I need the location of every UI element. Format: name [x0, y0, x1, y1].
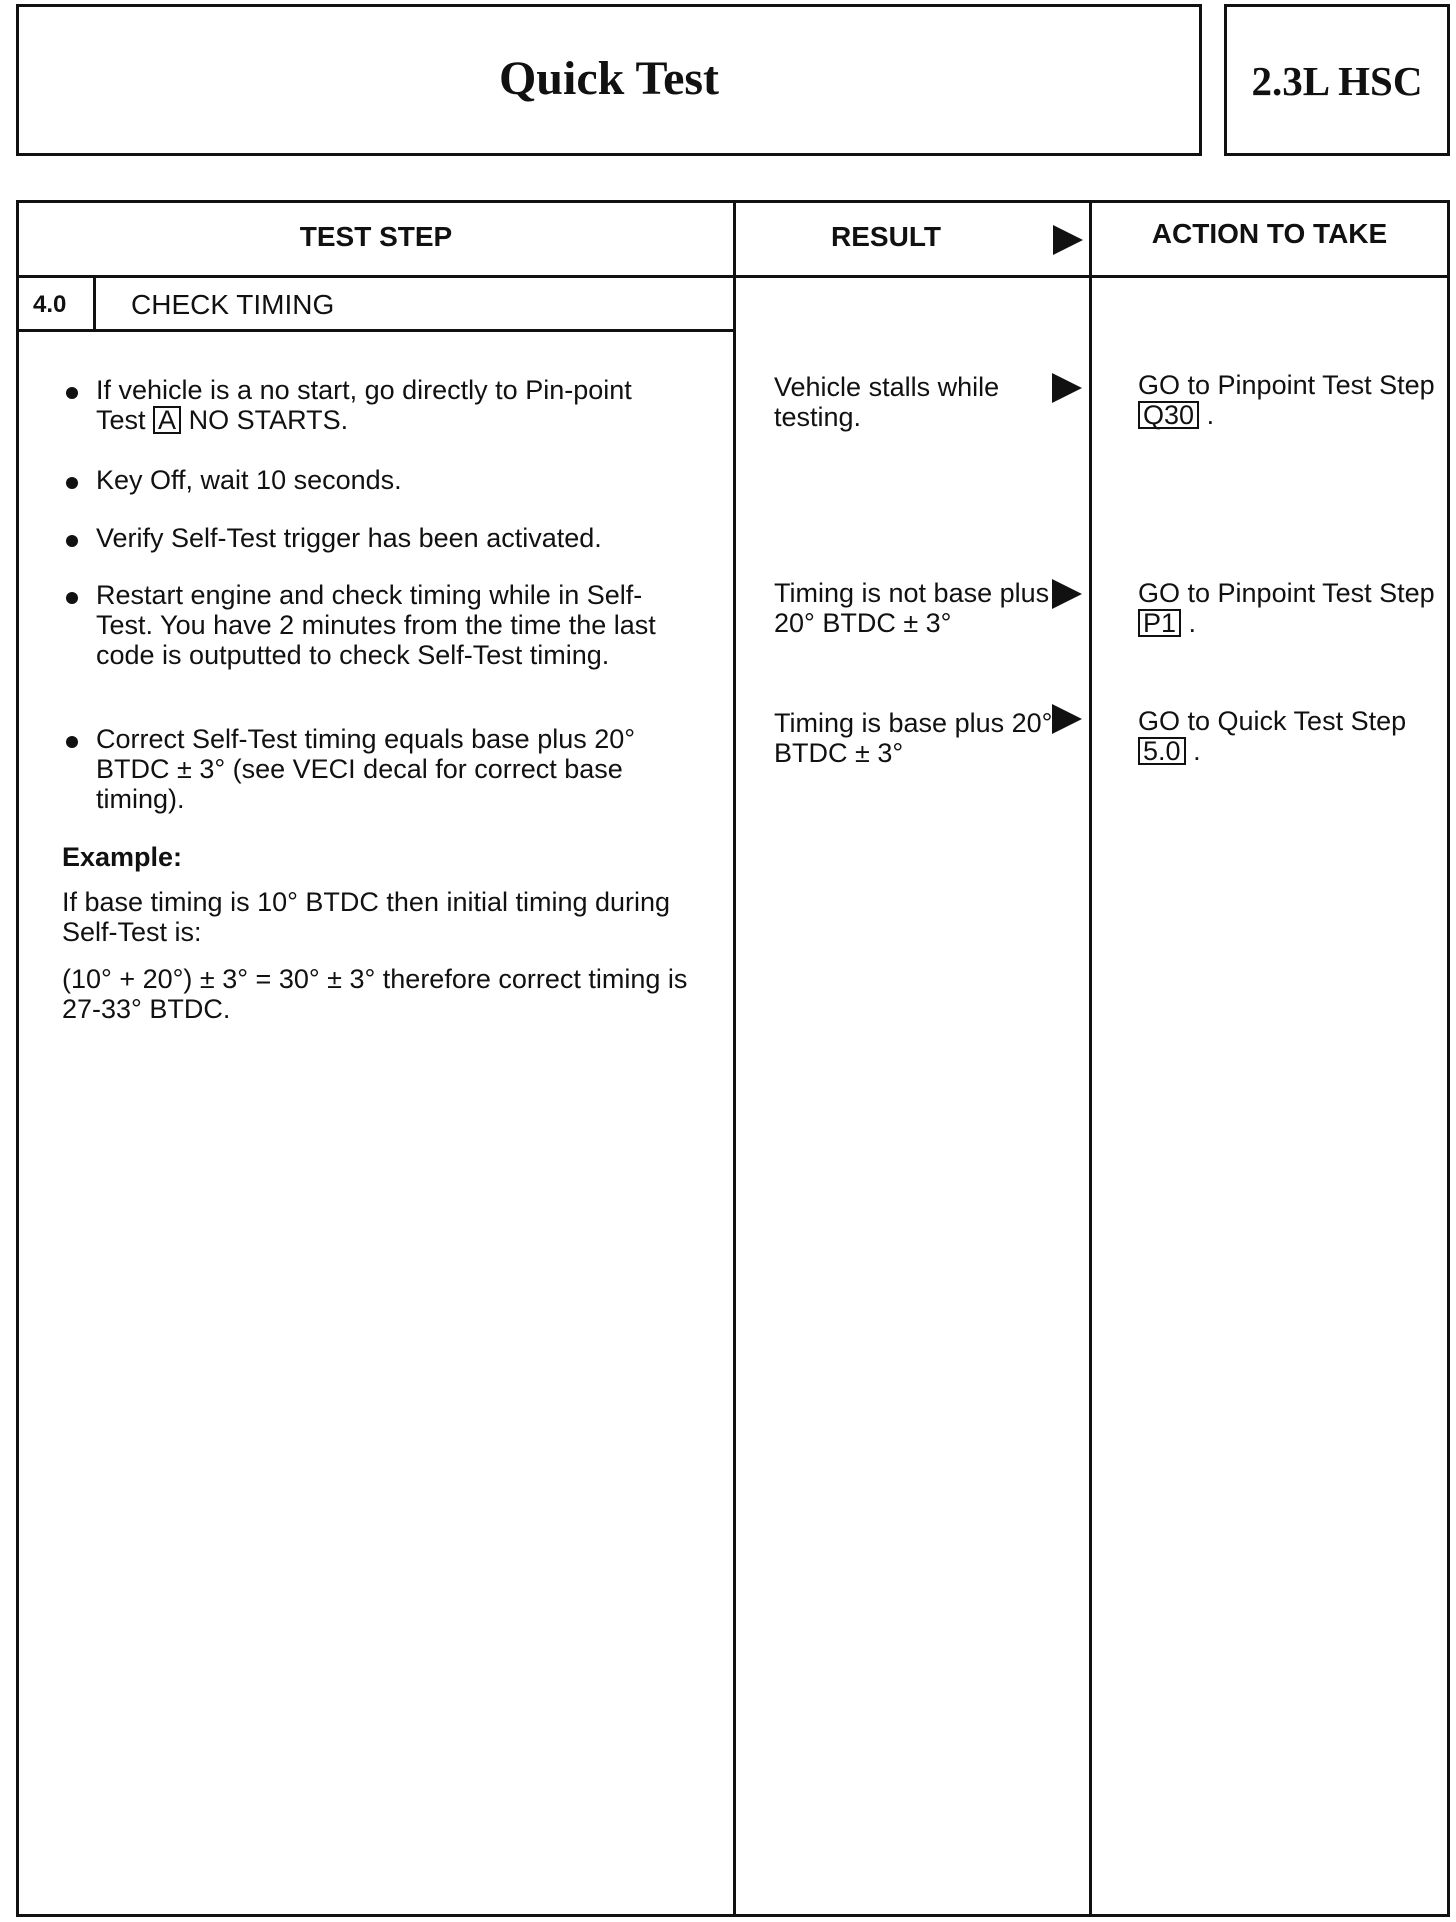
bullet-item-1: [66, 375, 676, 435]
action-text: GO to Pinpoint Test Step: [1138, 578, 1435, 608]
action-2: [1138, 578, 1438, 638]
engine-code-box: [1224, 4, 1450, 156]
column-divider-2: [1089, 203, 1092, 1915]
column-header-test-step: TEST STEP: [299, 221, 453, 252]
bullet-text: If vehicle is a no start, go directly to Pin-point Test: [96, 375, 632, 435]
column-header-action: ACTION TO TAKE: [1151, 218, 1388, 249]
step-row-divider: [19, 329, 733, 332]
title-box: [16, 4, 1202, 156]
action-text: GO to Pinpoint Test Step: [1138, 370, 1435, 400]
bullet-item-3: [66, 523, 676, 553]
pinpoint-step-ref[interactable]: Q30: [1138, 401, 1199, 429]
bullet-icon: [66, 535, 78, 547]
bullet-icon: [66, 477, 78, 489]
step-title: CHECK TIMING: [131, 289, 335, 320]
example-line-2: (10° + 20°) ± 3° = 30° ± 3° therefore correct timing is 27-33° BTDC.: [62, 964, 688, 1024]
arrow-icon: [1052, 373, 1082, 403]
page-title: Quick Test: [498, 52, 720, 105]
bullet-item-5: [66, 724, 676, 814]
bullet-item-4: [66, 580, 676, 670]
column-header-result: RESULT: [831, 221, 941, 252]
engine-code: 2.3L HSC: [1251, 58, 1423, 104]
action-text: GO to Quick Test Step: [1138, 706, 1407, 736]
action-1: [1138, 370, 1438, 430]
bullet-text: Key Off, wait 10 seconds.: [96, 465, 402, 495]
quick-test-step-ref[interactable]: 5.0: [1138, 737, 1186, 765]
pinpoint-step-ref[interactable]: P1: [1138, 609, 1181, 637]
column-divider-1: [733, 203, 736, 1915]
result-3: Timing is base plus 20° BTDC ± 3°: [774, 708, 1053, 768]
bullet-text: Correct Self-Test timing equals base plus 20° BTDC ± 3° (see VECI decal for correct base timing).: [96, 724, 636, 814]
step-number: 4.0: [33, 291, 67, 318]
arrow-icon: [1052, 579, 1082, 609]
header-divider: [19, 275, 1447, 278]
example-heading: Example:: [62, 842, 183, 872]
bullet-text-end: NO STARTS.: [188, 405, 349, 435]
action-3: [1138, 706, 1438, 766]
example-line-1: If base timing is 10° BTDC then initial timing during Self-Test is:: [62, 887, 671, 947]
bullet-text: Restart engine and check timing while in Self-Test. You have 2 minutes from the time the last code is outputted to check Self-Test timing.: [96, 580, 656, 670]
arrow-icon: [1052, 704, 1082, 734]
bullet-icon: [66, 736, 78, 748]
action-text-end: .: [1193, 736, 1201, 766]
pinpoint-test-ref[interactable]: A: [153, 406, 181, 434]
result-1: Vehicle stalls while testing.: [774, 372, 1000, 432]
result-2: Timing is not base plus 20° BTDC ± 3°: [774, 578, 1050, 638]
bullet-item-2: [66, 465, 676, 495]
bullet-icon: [66, 387, 78, 399]
bullet-icon: [66, 592, 78, 604]
action-text-end: .: [1188, 608, 1197, 638]
arrow-icon: [1053, 225, 1083, 255]
step-number-divider: [93, 275, 96, 332]
test-table: [16, 200, 1450, 1917]
bullet-text: Verify Self-Test trigger has been activated.: [96, 523, 602, 553]
action-text-end: .: [1206, 400, 1215, 430]
